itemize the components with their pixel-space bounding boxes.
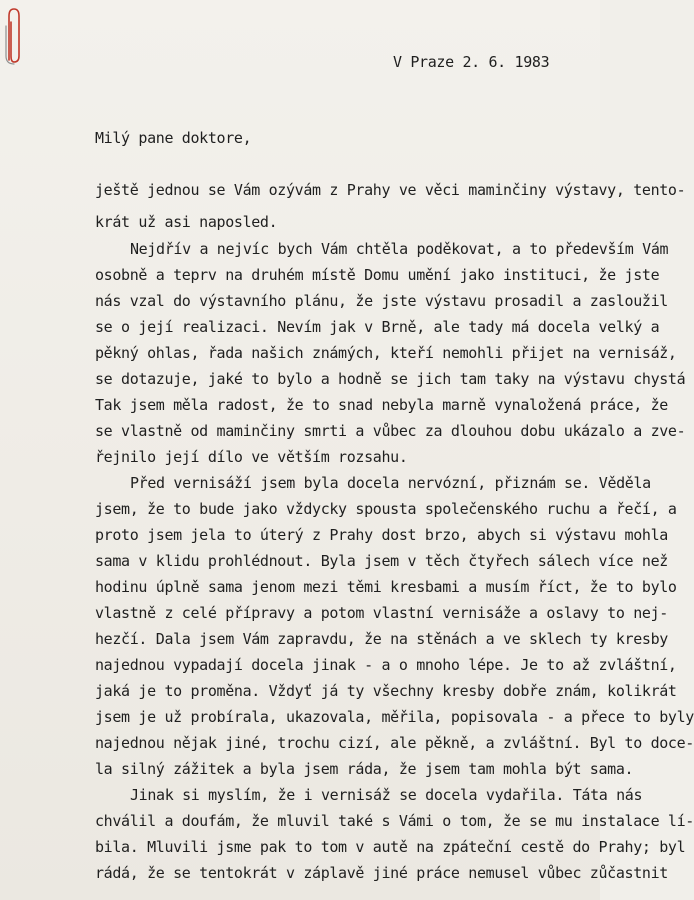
letter-line: pěkný ohlas, řada našich známých, kteří nemohli přijet na vernisáž, — [95, 344, 677, 362]
letter-salutation: Milý pane doktore, — [95, 129, 252, 147]
letter-line: Před vernisáží jsem byla docela nervózní, přiznám se. Věděla — [130, 474, 651, 492]
letter-line: najednou vypadají docela jinak - a o mnoho lépe. Je to až zvláštní, — [95, 656, 677, 674]
letter-line: Jinak si myslím, že i vernisáž se docela vydařila. Táta nás — [130, 786, 643, 804]
letter-line: nás vzal do výstavního plánu, že jste výstavu prosadil a zasloužil — [95, 292, 668, 310]
paper-clip-icon — [2, 6, 26, 68]
letter-line: jsem, že to bude jako vždycky spousta společenského ruchu a řečí, a — [95, 500, 677, 518]
letter-line: la silný zážitek a byla jsem ráda, že jsem tam mohla být sama. — [95, 760, 634, 778]
letter-line: se vlastně od maminčiny smrti a vůbec za dlouhou dobu ukázalo a zve- — [95, 422, 686, 440]
letter-line: Tak jsem měla radost, že to snad nebyla marně vynaložená práce, že — [95, 396, 668, 414]
letter-line: krát už asi naposled. — [95, 213, 278, 231]
letter-date: V Praze 2. 6. 1983 — [393, 53, 550, 71]
letter-line: se o její realizaci. Nevím jak v Brně, ale tady má docela velký a — [95, 318, 660, 336]
letter-line: jaká je to proměna. Vždyť já ty všechny kresby dobře znám, kolikrát — [95, 682, 677, 700]
letter-line: najednou nějak jiné, trochu cizí, ale pěkně, a zvláštní. Byl to doce- — [95, 734, 694, 752]
letter-line: ještě jednou se Vám ozývám z Prahy ve věci maminčiny výstavy, tento- — [95, 181, 686, 199]
letter-line: rádá, že se tentokrát v záplavě jiné práce nemusel vůbec zůčastnit — [95, 864, 668, 882]
letter-line: proto jsem jela to úterý z Prahy dost brzo, abych si výstavu mohla — [95, 526, 668, 544]
letter-line: osobně a teprv na druhém místě Domu umění jako instituci, že jste — [95, 266, 660, 284]
letter-line: řejnilo její dílo ve větším rozsahu. — [95, 448, 408, 466]
letter-line: bila. Mluvili jsme pak to tom v autě na zpáteční cestě do Prahy; byl — [95, 838, 686, 856]
letter-line: hezčí. Dala jsem Vám zapravdu, že na stěnách a ve sklech ty kresby — [95, 630, 668, 648]
letter-line: sama v klidu prohlédnout. Byla jsem v těch čtyřech sálech více než — [95, 552, 668, 570]
letter-line: vlastně z celé přípravy a potom vlastní vernisáže a oslavy to nej- — [95, 604, 668, 622]
letter-line: chválil a doufám, že mluvil také s Vámi o tom, že se mu instalace lí- — [95, 812, 694, 830]
letter-line: se dotazuje, jaké to bylo a hodně se jich tam taky na výstavu chystá — [95, 370, 686, 388]
letter-line: jsem je už probírala, ukazovala, měřila, popisovala - a přece to byly — [95, 708, 694, 726]
letter-line: Nejdřív a nejvíc bych Vám chtěla poděkovat, a to především Vám — [130, 240, 669, 258]
letter-line: hodinu úplně sama jenom mezi těmi kresbami a musím říct, že to bylo — [95, 578, 677, 596]
